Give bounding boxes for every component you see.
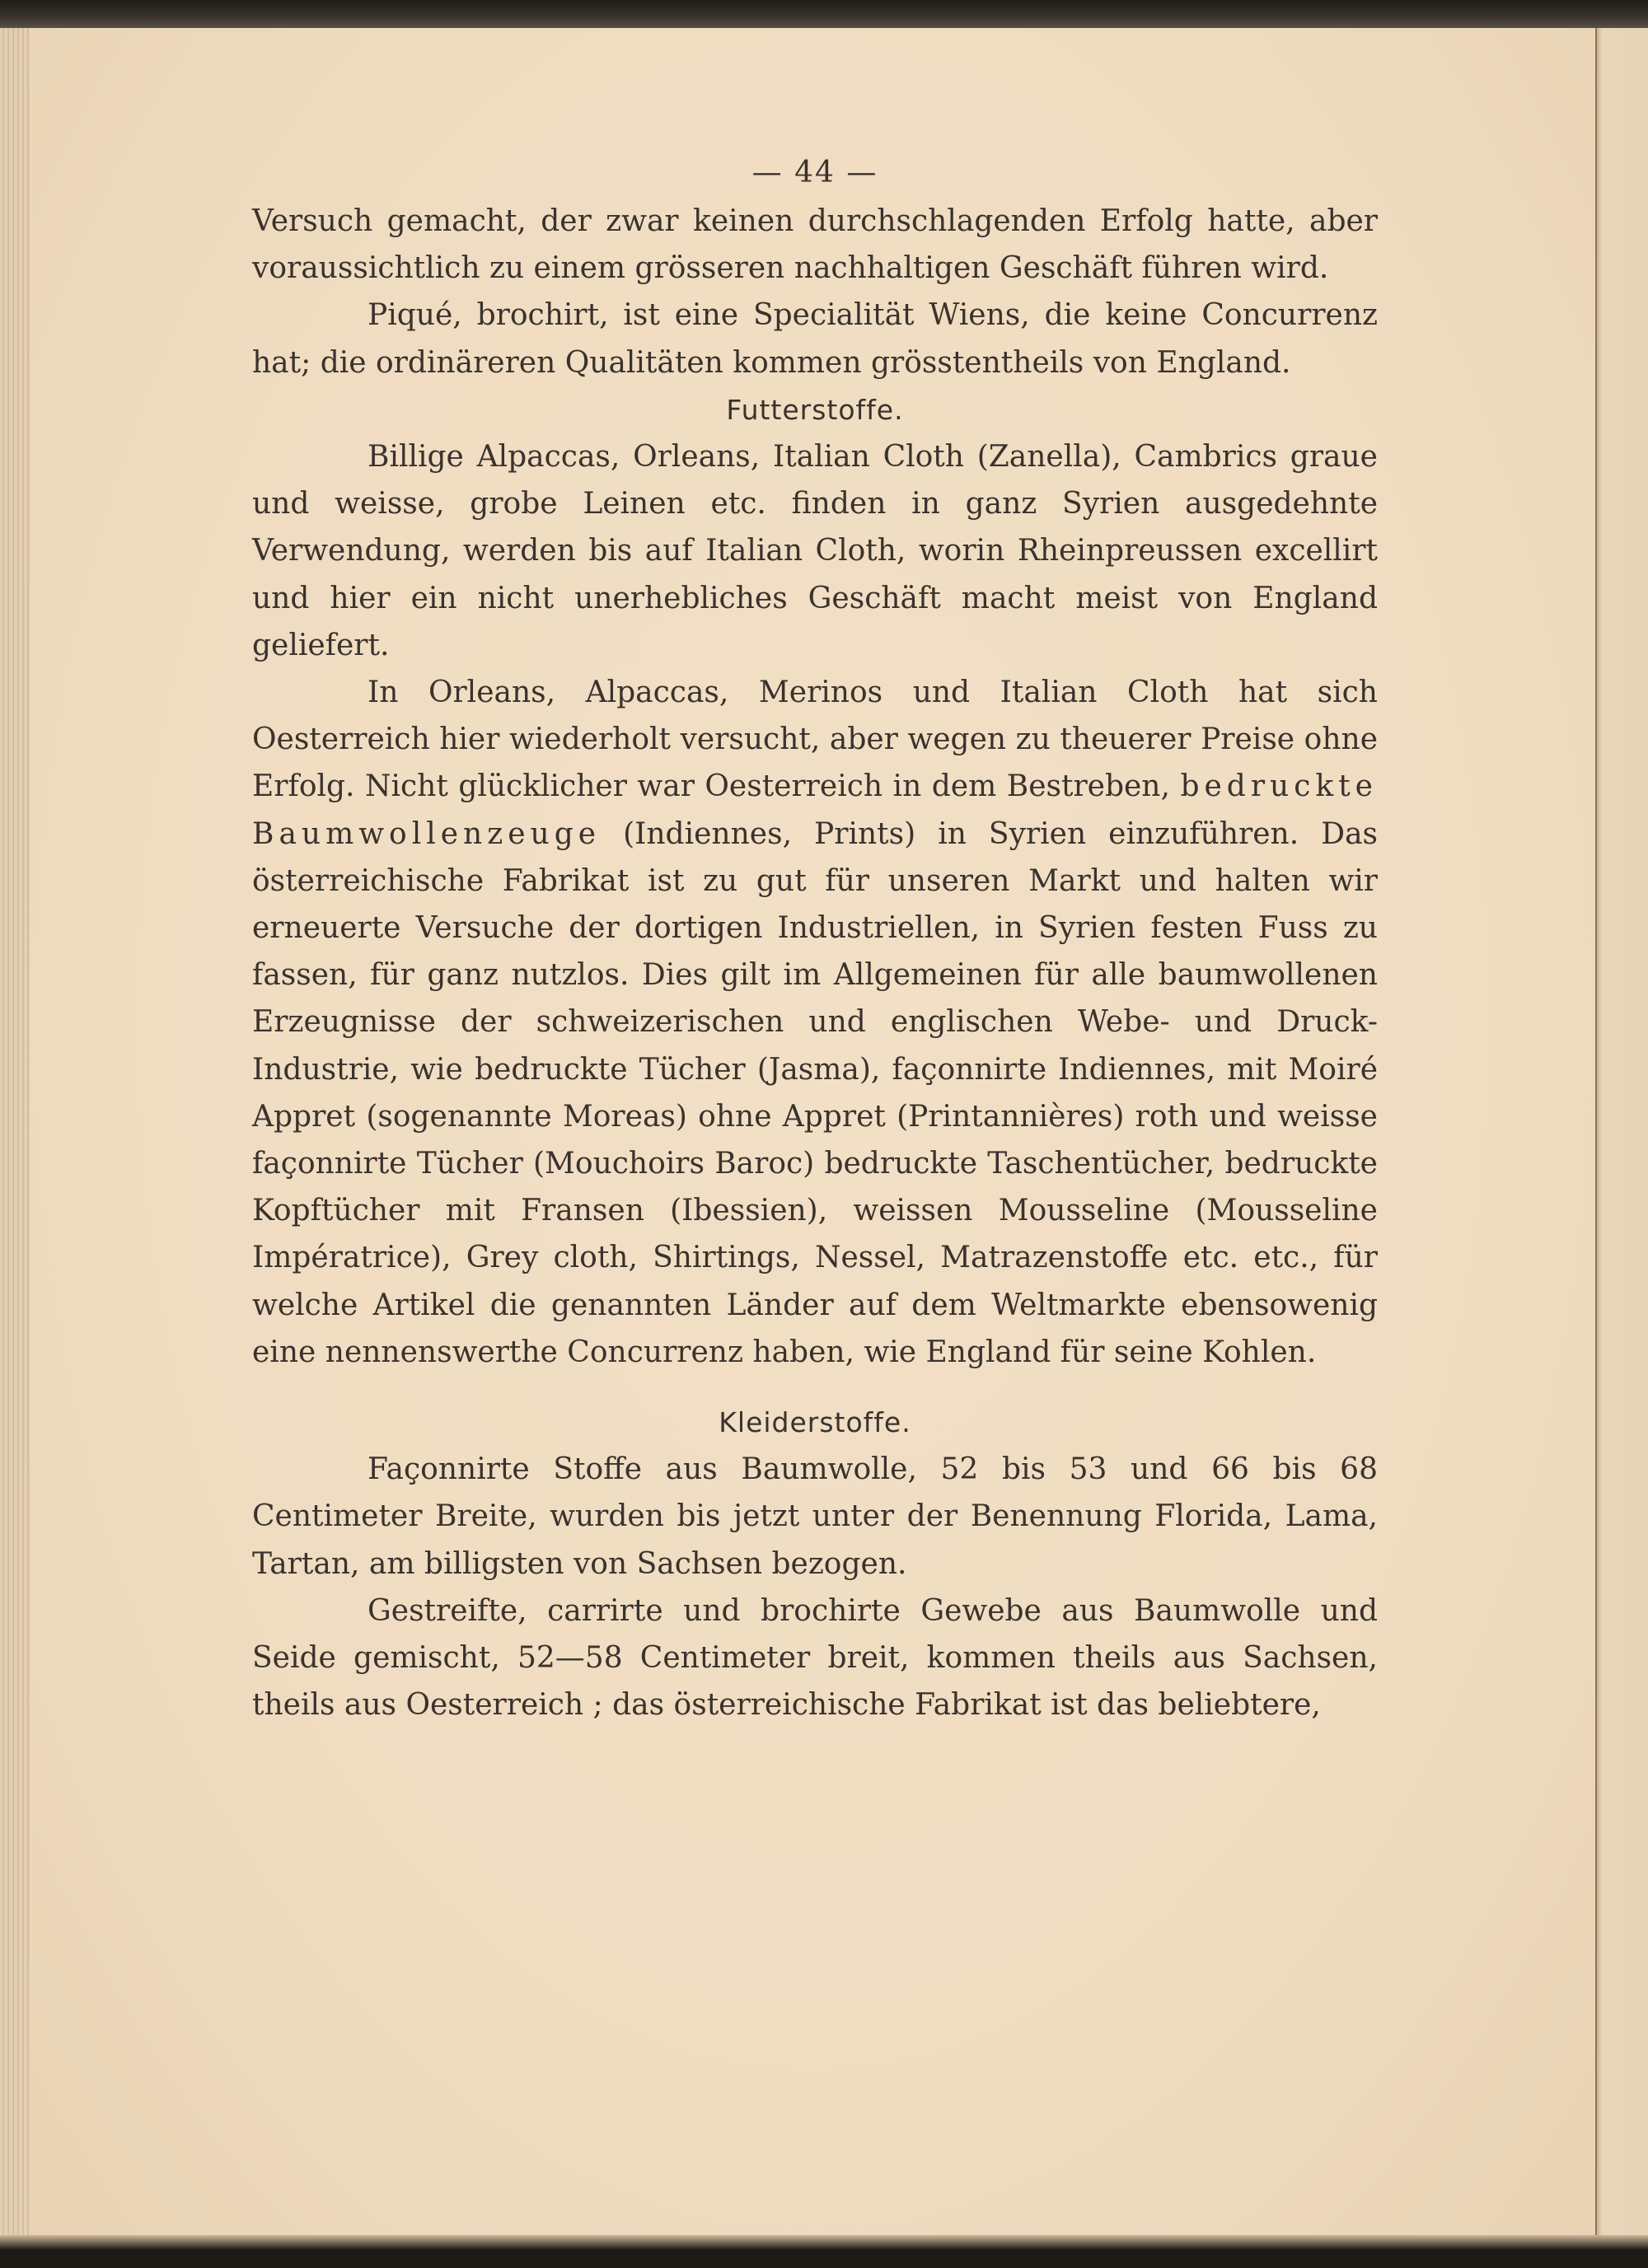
page-number: — 44 —	[751, 156, 878, 189]
book-binding-bottom	[0, 2235, 1648, 2268]
book-binding-top	[0, 0, 1648, 28]
page-text	[252, 148, 1378, 1729]
paragraph: Billige Alpaccas, Orleans, Italian Cloth (Zanella), Cambrics graue und weisse, grobe Leinen etc. finden in ganz Syrien ausgedehnte Verwendung, werden bis auf Italian Cloth, worin Rheinpreussen excellirt und hier ein nicht unerhebliches Geschäft macht meist von England geliefert.	[252, 440, 1378, 662]
section-heading-futterstoffe: Futterstoffe.	[726, 393, 904, 426]
paragraph: Piqué, brochirt, ist eine Specialität Wiens, die keine Concurrenz hat; die ordinäreren Qualitäten kommen grösstentheils von England.	[252, 298, 1378, 380]
paragraph: Versuch gemacht, der zwar keinen durchschlagenden Erfolg hatte, aber voraussichtlich zu einem grösseren nachhaltigen Geschäft führen wird.	[252, 204, 1378, 286]
paragraph: Façonnirte Stoffe aus Baumwolle, 52 bis 53 und 66 bis 68 Centimeter Breite, wurden bis jetzt unter der Benennung Florida, Lama, Tartan, am billigsten von Sachsen bezogen.	[252, 1452, 1378, 1581]
paragraph-text: (Indiennes, Prints) in Syrien einzuführen. Das österreichische Fabrikat ist zu gut für unseren Markt und halten wir erneuerte Versuche der dortigen Industriellen, in Syrien festen Fuss zu fassen, für ganz nutzlos. Dies gilt im Allgemeinen für alle baumwollenen Erzeugnisse der schweizerischen und englischen Webe- und Druck-Industrie, wie bedruckte Tücher (Jasma), façonnirte Indiennes, mit Moiré Appret (sogenannte Moreas) ohne Appret (Printannières) roth und weisse façonnirte Tücher (Mouchoirs Baroc) bedruckte Taschentücher, bedruckte Kopftücher mit Fransen (Ibessien), weissen Mousseline (Mousseline Impératrice), Grey cloth, Shirtings, Nessel, Matrazenstoffe etc. etc., für welche Artikel die genannten Länder auf dem Weltmarkte ebensowenig eine nennenswerthe Concurrenz haben, wie England für seine Kohlen.	[252, 816, 1379, 1369]
paragraph	[252, 669, 1378, 1376]
paragraph: Gestreifte, carrirte und brochirte Gewebe aus Baumwolle und Seide gemischt, 52—58 Centimeter breit, kommen theils aus Sachsen, theils aus Oesterreich ; das österreichische Fabrikat ist das beliebtere,	[252, 1593, 1378, 1723]
page-edges-right	[1595, 28, 1648, 2236]
section-heading-kleiderstoffe: Kleiderstoffe.	[719, 1406, 911, 1439]
emphasized-term: bedruckte Baumwollenzeuge	[252, 769, 1378, 851]
page-edges-left	[0, 28, 30, 2236]
paragraph-text: In Orleans, Alpaccas, Merinos und Italian Cloth hat sich Oesterreich hier wiederholt versucht, aber wegen zu theuerer Preise ohne Erfolg. Nicht glücklicher war Oesterreich in dem Bestreben,	[252, 676, 1378, 804]
